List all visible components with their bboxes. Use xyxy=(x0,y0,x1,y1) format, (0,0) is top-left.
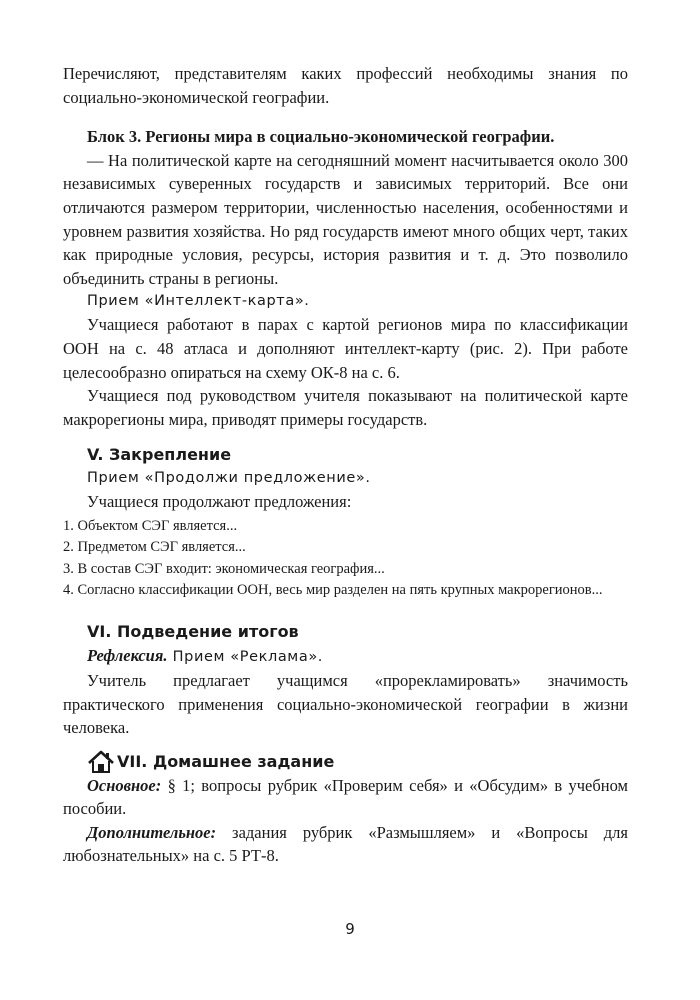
homework-main xyxy=(63,774,628,821)
section5-title: V. Закрепление xyxy=(87,445,232,465)
section5-technique: Прием «Продолжи предложение». xyxy=(87,470,371,487)
section6-technique: Прием «Реклама». xyxy=(167,648,324,665)
section7-title: VII. Домашнее задание xyxy=(117,751,335,771)
homework-extra xyxy=(63,821,628,868)
list-item: 2. Предметом СЭГ является... xyxy=(63,539,246,556)
list-item: 3. В состав СЭГ входит: экономическая география... xyxy=(63,560,385,577)
page-content xyxy=(63,62,628,868)
homework-extra-label: Дополнительное: xyxy=(87,822,217,842)
block3-paragraph: — На политической карте на сегодняшний момент насчитывается около 300 независимых суверенных государств и зависимых территорий. Все они отличаются размером территории, численностью населения, особенностями и уровнем развития хозяйства. Но ряд государств имеют много общих черт, таких как природные условия, ресурсы, история развития и т. д. Это позволило объединить страны в регионы. xyxy=(63,150,628,288)
section5-intro: Учащиеся продолжают предложения: xyxy=(87,492,352,512)
block3-paragraph-2: Учащиеся под руководством учителя показывают на политической карте макрорегионы мира, приводят примеры государств. xyxy=(63,386,628,429)
list-item: 1. Объектом СЭГ является... xyxy=(63,517,238,534)
block3-technique: Прием «Интеллект-карта». xyxy=(87,293,310,310)
home-icon xyxy=(87,750,115,774)
intro-paragraph: Перечисляют, представителям каких профессий необходимы знания по социально-экономической географии. xyxy=(63,64,628,107)
page-number: 9 xyxy=(345,920,355,938)
sentence-list xyxy=(63,516,628,602)
homework-extra-text: задания рубрик «Размышляем» и «Вопросы для любознательных» на с. 5 РТ-8. xyxy=(63,822,628,866)
section6-technique-line xyxy=(63,644,628,669)
block3-heading: Блок 3. Регионы мира в социально-экономической географии. xyxy=(87,127,555,147)
homework-main-label: Основное: xyxy=(87,775,162,795)
section7-header xyxy=(63,750,628,774)
reflection-label: Рефлексия. xyxy=(87,645,168,665)
homework-main-text: § 1; вопросы рубрик «Проверим себя» и «Обсудим» в учебном пособии. xyxy=(63,775,628,819)
section6-paragraph: Учитель предлагает учащимся «прорекламировать» значимость практического применения социально-экономической географии в жизни человека. xyxy=(63,670,628,738)
section6-title: VI. Подведение итогов xyxy=(87,621,299,641)
block3-paragraph-1: Учащиеся работают в парах с картой регионов мира по классификации ООН на с. 48 атласа и дополняют интеллект-карту (рис. 2). При работе целесообразно опираться на схему ОК-8 на с. 6. xyxy=(63,315,628,382)
list-item: 4. Согласно классификации ООН, весь мир разделен на пять крупных макрорегионов... xyxy=(63,582,603,599)
